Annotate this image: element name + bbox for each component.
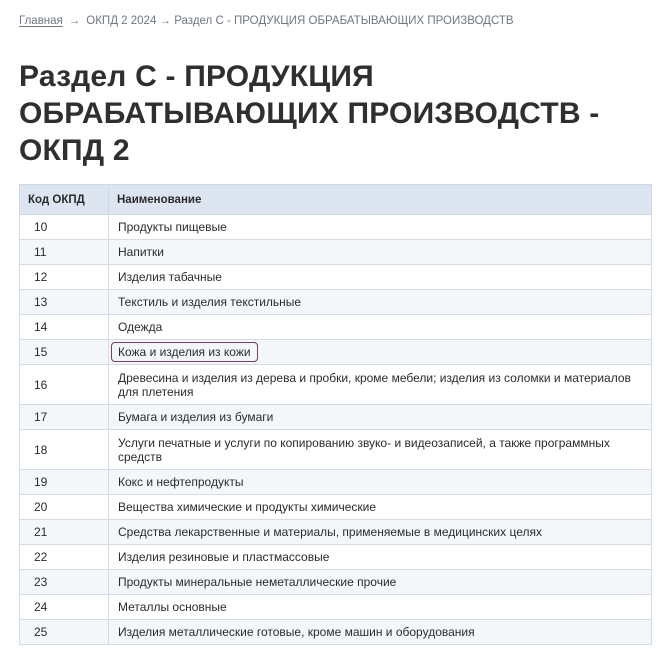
row-name-link[interactable]: Изделия резиновые и пластмассовые <box>109 545 652 570</box>
breadcrumb-separator: → <box>68 15 81 27</box>
row-name-link[interactable]: Бумага и изделия из бумаги <box>109 405 652 430</box>
row-name-link[interactable]: Продукты пищевые <box>109 215 652 240</box>
okpd-table <box>19 184 652 645</box>
column-header-code: Код ОКПД <box>20 185 109 215</box>
table-row[interactable] <box>20 365 652 405</box>
table-row[interactable] <box>20 315 652 340</box>
row-name-link[interactable]: Металлы основные <box>109 595 652 620</box>
table-row[interactable] <box>20 495 652 520</box>
table-row[interactable] <box>20 545 652 570</box>
table-row[interactable] <box>20 430 652 470</box>
row-name-link[interactable]: Напитки <box>109 240 652 265</box>
row-code: 20 <box>20 495 109 520</box>
row-name-link[interactable]: Средства лекарственные и материалы, применяемые в медицинских целях <box>109 520 652 545</box>
row-name-link-highlighted[interactable]: Кожа и изделия из кожи <box>111 342 258 362</box>
row-name-link[interactable]: Услуги печатные и услуги по копированию звуко- и видеозаписей, а также программных средств <box>109 430 652 470</box>
row-code: 16 <box>20 365 109 405</box>
row-name-link[interactable]: Вещества химические и продукты химические <box>109 495 652 520</box>
row-code: 22 <box>20 545 109 570</box>
row-code: 23 <box>20 570 109 595</box>
row-name-link[interactable]: Кокс и нефтепродукты <box>109 470 652 495</box>
row-name-link[interactable]: Продукты минеральные неметаллические прочие <box>109 570 652 595</box>
table-row[interactable] <box>20 240 652 265</box>
row-code: 15 <box>20 340 109 365</box>
row-code: 14 <box>20 315 109 340</box>
row-code: 11 <box>20 240 109 265</box>
table-row[interactable] <box>20 595 652 620</box>
table-row[interactable] <box>20 405 652 430</box>
row-code: 18 <box>20 430 109 470</box>
row-name-link[interactable]: Изделия табачные <box>109 265 652 290</box>
row-name-link[interactable]: Одежда <box>109 315 652 340</box>
row-code: 21 <box>20 520 109 545</box>
row-name-link[interactable]: Древесина и изделия из дерева и пробки, кроме мебели; изделия из соломки и материалов для плетения <box>109 365 652 405</box>
row-code: 25 <box>20 620 109 645</box>
breadcrumb <box>19 15 514 27</box>
table-row[interactable] <box>20 215 652 240</box>
table-row[interactable] <box>20 290 652 315</box>
row-name-link[interactable]: Изделия металлические готовые, кроме машин и оборудования <box>109 620 652 645</box>
row-code: 17 <box>20 405 109 430</box>
row-code: 24 <box>20 595 109 620</box>
page-title: Раздел C - ПРОДУКЦИЯ ОБРАБАТЫВАЮЩИХ ПРОИЗВОДСТВ - ОКПД 2 <box>19 60 600 167</box>
row-code: 12 <box>20 265 109 290</box>
table-header-row <box>20 185 652 215</box>
table-row[interactable] <box>20 570 652 595</box>
row-code: 13 <box>20 290 109 315</box>
table-row[interactable] <box>20 470 652 495</box>
row-name-cell <box>109 340 652 365</box>
table-body <box>20 215 652 645</box>
breadcrumb-home-link[interactable]: Главная <box>19 15 63 27</box>
table-row[interactable] <box>20 520 652 545</box>
table-row[interactable] <box>20 620 652 645</box>
row-code: 10 <box>20 215 109 240</box>
row-code: 19 <box>20 470 109 495</box>
table-row-highlighted[interactable] <box>20 340 652 365</box>
breadcrumb-trail: ОКПД 2 2024 → Раздел C - ПРОДУКЦИЯ ОБРАБАТЫВАЮЩИХ ПРОИЗВОДСТВ <box>86 15 514 27</box>
column-header-name: Наименование <box>109 185 652 215</box>
row-name-link[interactable]: Текстиль и изделия текстильные <box>109 290 652 315</box>
table-row[interactable] <box>20 265 652 290</box>
